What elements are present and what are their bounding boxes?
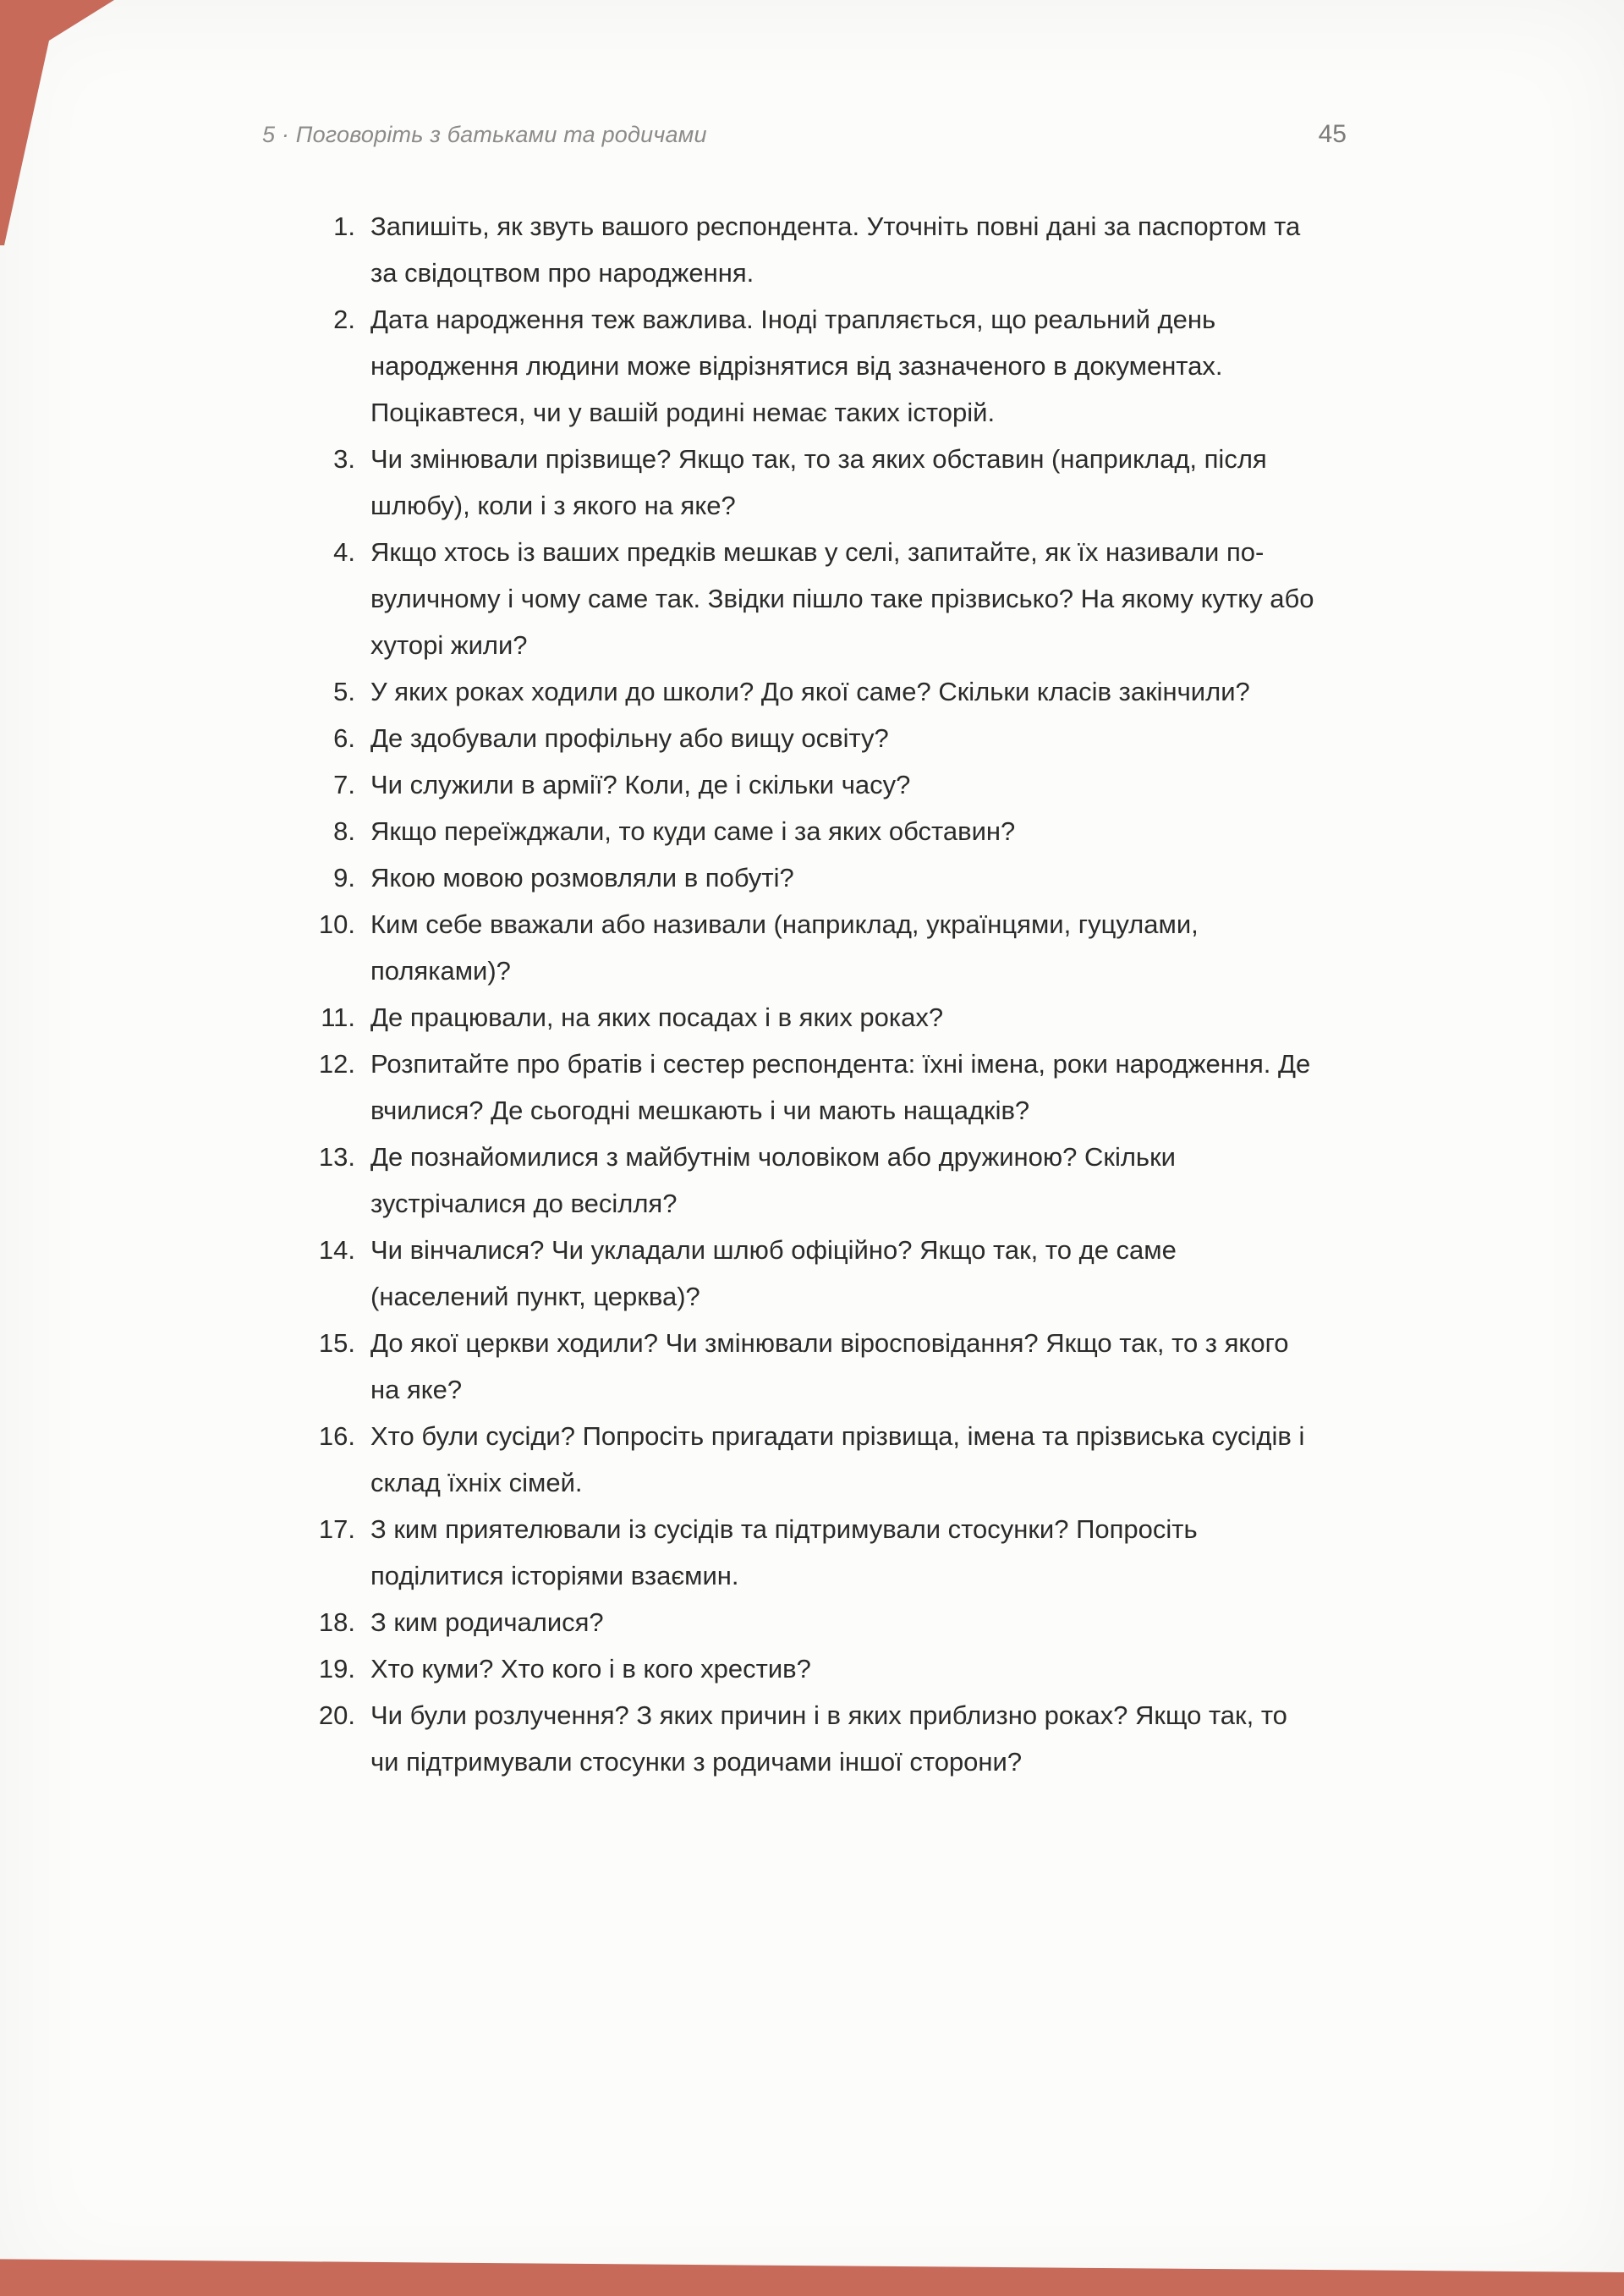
question-item: [311, 529, 1320, 668]
question-text: Де працювали, на яких посадах і в яких роках?: [370, 1002, 944, 1032]
question-number: 16.: [318, 1421, 355, 1451]
question-item: [311, 1413, 1320, 1506]
chapter-title: 5 · Поговоріть з батьками та родичами: [262, 122, 707, 147]
question-text: Якою мовою розмовляли в побуті?: [370, 863, 794, 893]
question-item: [311, 1645, 1320, 1692]
question-number: 4.: [333, 537, 355, 567]
question-number: 7.: [333, 770, 355, 799]
question-item: [311, 1041, 1320, 1134]
question-item: [311, 854, 1320, 901]
question-item: [311, 1227, 1320, 1320]
question-text: У яких роках ходили до школи? До якої саме? Скільки класів закінчили?: [370, 677, 1250, 706]
question-item: [311, 1506, 1320, 1599]
question-number: 18.: [318, 1607, 355, 1637]
question-number: 13.: [318, 1142, 355, 1172]
running-header: [262, 120, 1347, 149]
question-item: [311, 668, 1320, 715]
question-text: Чи вінчалися? Чи укладали шлюб офіційно? Якщо так, то де саме (населений пункт, церква)?: [370, 1235, 1177, 1311]
question-text: Де познайомилися з майбутнім чоловіком або дружиною? Скільки зустрічалися до весілля?: [370, 1142, 1176, 1218]
question-text: Чи змінювали прізвище? Якщо так, то за яких обставин (наприклад, після шлюбу), коли і з якого на яке?: [370, 444, 1267, 520]
question-text: До якої церкви ходили? Чи змінювали віросповідання? Якщо так, то з якого на яке?: [370, 1328, 1289, 1404]
question-item: [311, 203, 1320, 296]
question-list: [311, 203, 1320, 1785]
question-text: Якщо переїжджали, то куди саме і за яких обставин?: [370, 816, 1016, 846]
question-text: Де здобували профільну або вищу освіту?: [370, 723, 889, 753]
question-text: Чи були розлучення? З яких причин і в яких приблизно роках? Якщо так, то чи підтримували стосунки з родичами іншої сторони?: [370, 1700, 1287, 1777]
question-text: Запишіть, як звуть вашого респондента. Уточніть повні дані за паспортом та за свідоцтвом про народження.: [370, 211, 1301, 288]
question-text: Дата народження теж важлива. Іноді трапляється, що реальний день народження людини може відрізнятися від зазначеного в документах. Поцікавтеся, чи у вашій родині немає таких історій.: [370, 305, 1223, 427]
question-text: Розпитайте про братів і сестер респондента: їхні імена, роки народження. Де вчилися? Де сьогодні мешкають і чи мають нащадків?: [370, 1049, 1311, 1125]
question-number: 8.: [333, 816, 355, 846]
question-number: 10.: [318, 909, 355, 939]
question-number: 2.: [333, 305, 355, 334]
page-number: 45: [1318, 120, 1347, 148]
question-text: З ким родичалися?: [370, 1607, 604, 1637]
question-number: 6.: [333, 723, 355, 753]
question-number: 15.: [318, 1328, 355, 1358]
question-item: [311, 715, 1320, 761]
question-text: Ким себе вважали або називали (наприклад, українцями, гуцулами, поляками)?: [370, 909, 1199, 986]
question-item: [311, 1320, 1320, 1413]
question-item: [311, 901, 1320, 994]
question-number: 11.: [321, 1002, 355, 1032]
question-item: [311, 761, 1320, 808]
question-item: [311, 1599, 1320, 1645]
question-item: [311, 994, 1320, 1041]
question-item: [311, 1134, 1320, 1227]
question-number: 1.: [333, 211, 355, 241]
question-text: Хто куми? Хто кого і в кого хрестив?: [370, 1654, 811, 1684]
question-number: 20.: [318, 1700, 355, 1730]
question-item: [311, 808, 1320, 854]
question-text: Хто були сусіди? Попросіть пригадати прізвища, імена та прізвиська сусідів і склад їхніх сімей.: [370, 1421, 1305, 1497]
question-text: Якщо хтось із ваших предків мешкав у селі, запитайте, як їх називали по-вуличному і чому саме так. Звідки пішло таке прізвисько? На якому кутку або хуторі жили?: [370, 537, 1314, 660]
question-text: З ким приятелювали із сусідів та підтримували стосунки? Попросіть поділитися історіями взаємин.: [370, 1514, 1198, 1590]
question-number: 3.: [333, 444, 355, 474]
question-number: 19.: [318, 1654, 355, 1684]
question-number: 5.: [333, 677, 355, 706]
question-item: [311, 1692, 1320, 1785]
question-text: Чи служили в армії? Коли, де і скільки часу?: [370, 770, 911, 799]
question-number: 9.: [333, 863, 355, 893]
question-number: 14.: [318, 1235, 355, 1265]
question-item: [311, 296, 1320, 436]
question-number: 17.: [318, 1514, 355, 1544]
question-number: 12.: [318, 1049, 355, 1079]
question-item: [311, 436, 1320, 529]
